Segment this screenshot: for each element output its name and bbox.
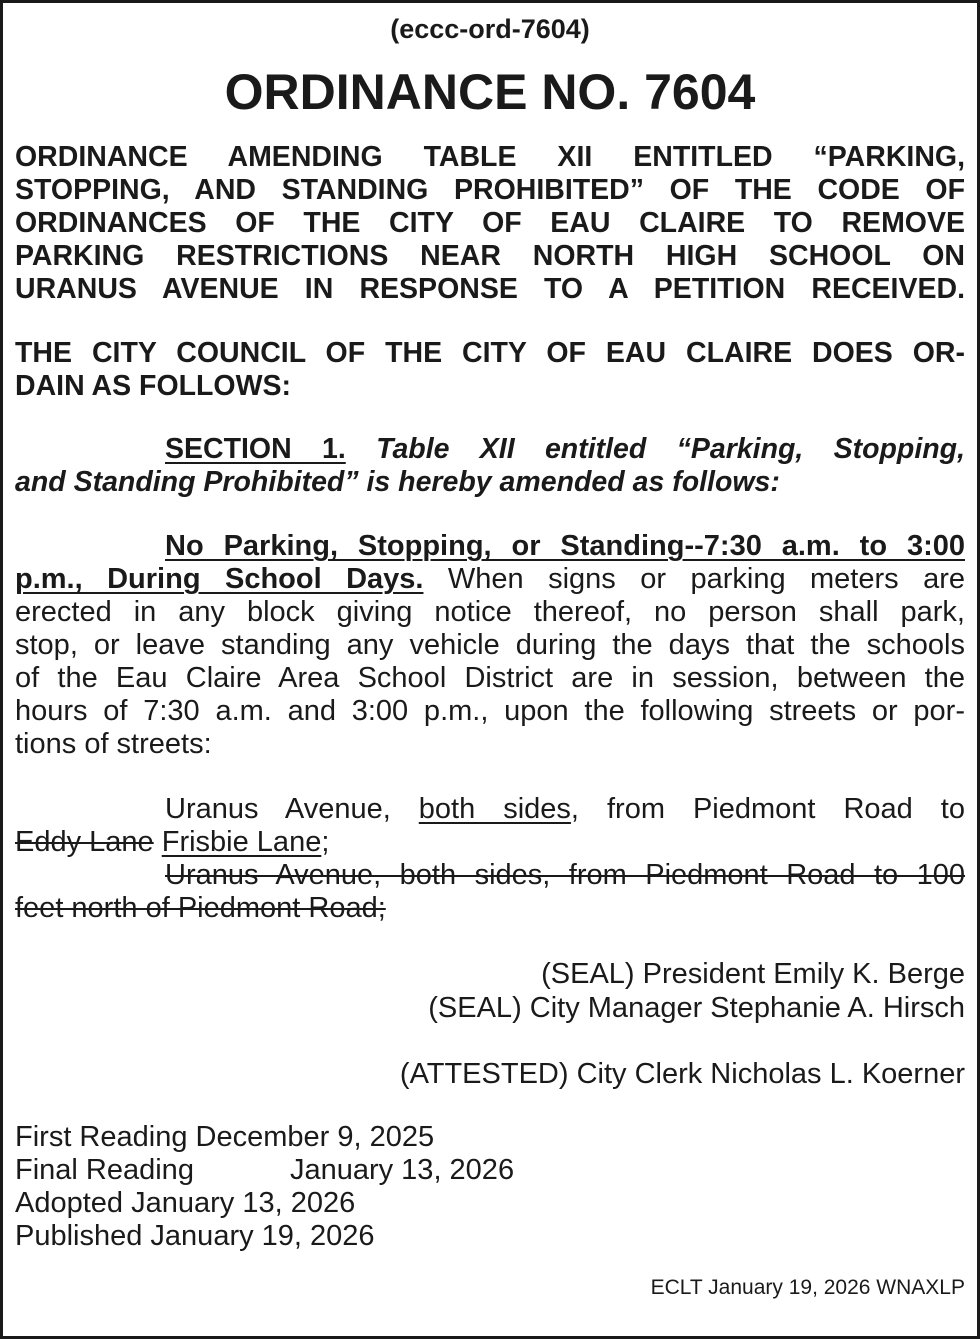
street-entry-deleted: [15, 859, 965, 892]
manager-signature: (SEAL) City Manager Stephanie A. Hirsch: [428, 992, 965, 1024]
signature-block: [15, 957, 965, 1025]
inserted-text: Frisbie Lane: [161, 826, 322, 858]
restriction-line: [15, 563, 965, 596]
restriction-text: When signs or parking meters are: [447, 563, 965, 595]
street-entry: Uranus Avenue, both sides, from Piedmont Road to: [165, 793, 965, 825]
ordinance-code-id: (eccc-ord-7604): [390, 14, 590, 44]
caption-line: ORDINANCE AMENDING TABLE XII ENTITLED “PARKING,: [15, 141, 965, 173]
restriction-line: stop, or leave standing any vehicle during the days that the schools: [15, 629, 965, 661]
restriction-line: of the Eau Claire Area School District are in session, between the: [15, 662, 965, 694]
inserted-text: both sides: [418, 793, 571, 825]
publication-footer: ECLT January 19, 2026 WNAXLP: [650, 1276, 965, 1299]
first-reading: First Reading December 9, 2025: [15, 1121, 435, 1153]
ordinance-caption: [15, 141, 965, 306]
section-1-label: SECTION 1.: [165, 433, 346, 465]
deleted-text: Eddy Lane: [15, 826, 154, 858]
clerk-attestation: (ATTESTED) City Clerk Nicholas L. Koerner: [399, 1058, 965, 1090]
caption-line: PARKING RESTRICTIONS NEAR NORTH HIGH SCHOOL ON: [15, 240, 965, 272]
council-line: THE CITY COUNCIL OF THE CITY OF EAU CLAIRE DOES OR-: [15, 337, 965, 369]
restriction-line: tions of streets:: [15, 728, 212, 760]
section-1-line: [15, 433, 965, 466]
published-date: Published January 19, 2026: [15, 1220, 375, 1252]
reading-dates: [15, 1121, 965, 1253]
street-entry-cont: Eddy Lane Frisbie Lane;: [15, 826, 330, 858]
restriction-heading-line: [15, 530, 965, 563]
deleted-text: feet north of Piedmont Road;: [15, 892, 386, 924]
president-signature: (SEAL) President Emily K. Berge: [541, 958, 965, 990]
caption-line: ORDINANCES OF THE CITY OF EAU CLAIRE TO REMOVE: [15, 207, 965, 239]
section-1-text: Table XII entitled “Parking, Stopping,: [376, 433, 965, 465]
adopted-date: Adopted January 13, 2026: [15, 1187, 356, 1219]
ordinance-title: ORDINANCE NO. 7604: [224, 64, 756, 120]
caption-line: STOPPING, AND STANDING PROHIBITED” OF THE CODE OF: [15, 174, 965, 206]
restriction-line: erected in any block giving notice thereof, no person shall park,: [15, 596, 965, 628]
caption-line: URANUS AVENUE IN RESPONSE TO A PETITION RECEIVED.: [15, 273, 965, 305]
restriction-paragraph: [15, 530, 965, 761]
street-entry-deleted: [15, 892, 965, 925]
section-1: [15, 433, 965, 499]
restriction-line: hours of 7:30 a.m. and 3:00 p.m., upon the following streets or por-: [15, 695, 965, 727]
final-reading: Final Reading January 13, 2026: [15, 1154, 515, 1186]
council-ordain-statement: [15, 337, 965, 403]
street-list: [15, 793, 965, 925]
deleted-text: Uranus Avenue, both sides, from Piedmont Road to 100: [165, 859, 965, 891]
council-line: DAIN AS FOLLOWS:: [15, 370, 291, 402]
restriction-heading: p.m., During School Days.: [15, 563, 424, 595]
section-1-text-line: and Standing Prohibited” is hereby amended as follows:: [15, 466, 780, 498]
restriction-heading: No Parking, Stopping, or Standing--7:30 a.m. to 3:00: [165, 530, 965, 562]
